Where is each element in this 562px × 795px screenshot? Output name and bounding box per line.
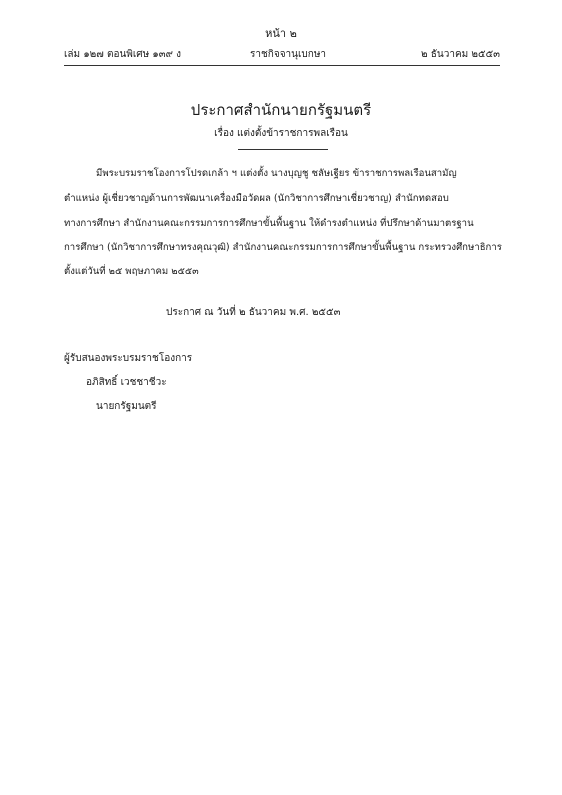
- body-line: ทางการศึกษา สำนักงานคณะกรรมการการศึกษาขั้นพื้นฐาน ให้ดำรงตำแหน่ง ที่ปรึกษาด้านมาตรฐาน: [64, 218, 474, 229]
- body-line: มีพระบรมราชโองการโปรดเกล้า ฯ แต่งตั้ง นางบุญชู ชลัษเฐียร ข้าราชการพลเรือนสามัญ: [96, 168, 457, 179]
- gazette-header: [64, 47, 500, 63]
- body-line: การศึกษา (นักวิชาการศึกษาทรงคุณวุฒิ) สำนักงานคณะกรรมการการศึกษาขั้นพื้นฐาน กระทรวงศึกษาธิการ: [64, 242, 502, 253]
- signer-name: อภิสิทธิ์ เวชชาชีวะ: [86, 377, 167, 388]
- subject-underline: [238, 149, 328, 150]
- gazette-name: ราชกิจจานุเบกษา: [250, 49, 327, 60]
- countersign-label: ผู้รับสนองพระบรมราชโองการ: [64, 353, 193, 364]
- header-date: ๒ ธันวาคม ๒๕๕๓: [421, 49, 500, 60]
- announced-date: ประกาศ ณ วันที่ ๒ ธันวาคม พ.ศ. ๒๕๕๓: [166, 307, 341, 318]
- body-line: ตำแหน่ง ผู้เชี่ยวชาญด้านการพัฒนาเครื่องมือวัดผล (นักวิชาการศึกษาเชี่ยวชาญ) สำนักทดสอบ: [64, 193, 449, 204]
- announcement-subject: เรื่อง แต่งตั้งข้าราชการพลเรือน: [214, 128, 348, 139]
- volume-issue: เล่ม ๑๒๗ ตอนพิเศษ ๑๓๙ ง: [64, 49, 181, 60]
- signer-position: นายกรัฐมนตรี: [96, 401, 157, 412]
- body-line: ตั้งแต่วันที่ ๒๕ พฤษภาคม ๒๕๕๓: [64, 266, 199, 277]
- header-divider: [64, 65, 500, 66]
- page-number: หน้า ๒: [265, 27, 297, 40]
- announcement-title: ประกาศสำนักนายกรัฐมนตรี: [190, 101, 372, 119]
